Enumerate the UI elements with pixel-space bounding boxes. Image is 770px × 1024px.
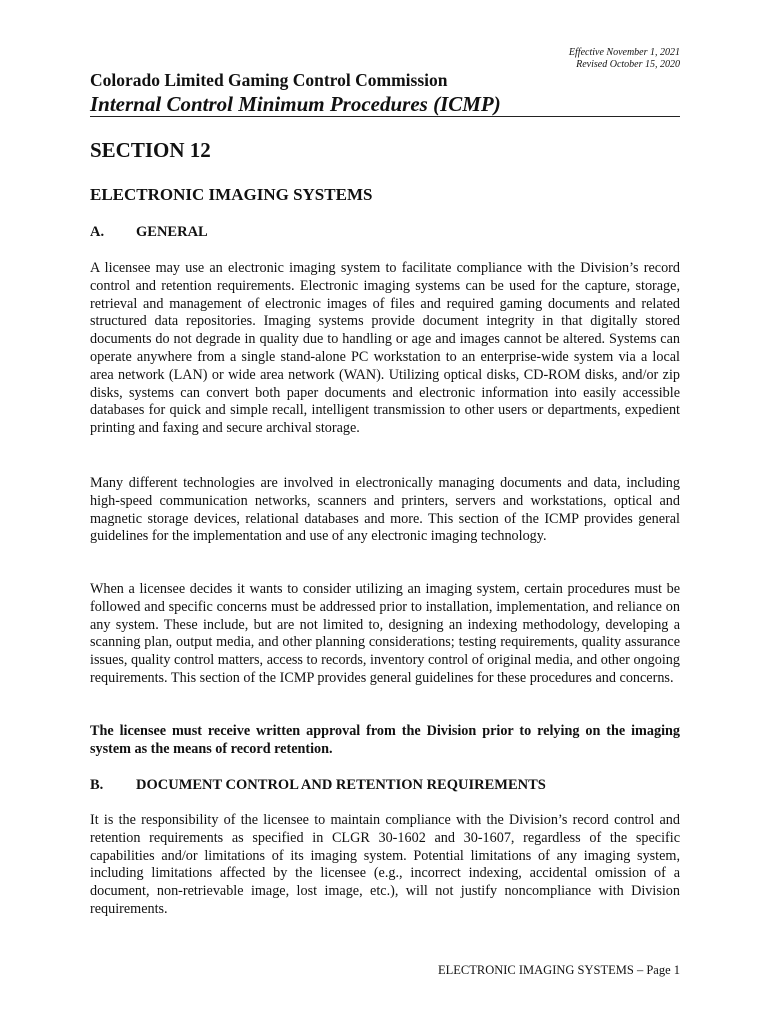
organization-name: Colorado Limited Gaming Control Commission: [90, 70, 448, 90]
heading-document-control: [90, 776, 546, 794]
heading-letter: A.: [90, 224, 105, 240]
heading-text: GENERAL: [136, 224, 208, 240]
paragraph: Many different technologies are involved in electronically managing documents and data, including high-speed communication networks, scanners and printers, servers and workstations, optical and magnetic storage devices, relational databases and more. This section of the ICMP provides general guidelines for the implementation and use of any electronic imaging technology.: [90, 475, 680, 545]
paragraph: It is the responsibility of the licensee to maintain compliance with the Division’s record control and retention requirements as specified in CLGR 30-1602 and 30-1607, regardless of the specific capabilities and/or limitations of its imaging system. Potential limitations of any imaging system, including limitations affected by the licensee (e.g., incorrect indexing, accidental omission of a document, non-retrievable image, lost image, etc.), will not justify noncompliance with Division requirements.: [90, 812, 680, 917]
heading-letter: B.: [90, 777, 104, 793]
document-title: Internal Control Minimum Procedures (ICMP): [90, 92, 501, 116]
section-number: SECTION 12: [90, 138, 211, 162]
section-title: ELECTRONIC IMAGING SYSTEMS: [90, 185, 373, 204]
paragraph: A licensee may use an electronic imaging system to facilitate compliance with the Division’s record control and retention requirements. Electronic imaging systems can be used for the capture, storage, retrieval and management of electronic images of files and required gaming documents and related structured data repositories. Imaging systems provide document integrity in that digitally stored documents do not degrade in quality due to handling or age and images cannot be altered. Systems can operate anywhere from a single stand-alone PC workstation to an enterprise-wide system via a local area network (LAN) or wide area network (WAN). Utilizing optical disks, CD-ROM disks, and/or zip disks, systems can convert both paper documents and electronic information into easily accessible databases for quick and simple recall, intelligent transmission to other users or departments, expedient printing and faxing and secure archival storage.: [90, 260, 680, 437]
revised-date: Revised October 15, 2020: [576, 59, 680, 70]
heading-text: DOCUMENT CONTROL AND RETENTION REQUIREMENTS: [136, 777, 546, 793]
page-footer: ELECTRONIC IMAGING SYSTEMS – Page 1: [437, 963, 680, 977]
header-divider: [90, 116, 680, 117]
effective-date: Effective November 1, 2021: [568, 47, 680, 58]
heading-general: [90, 223, 208, 241]
revision-dates: [569, 47, 680, 71]
paragraph: When a licensee decides it wants to consider utilizing an imaging system, certain procedures must be followed and specific concerns must be addressed prior to installation, implementation, and reliance on any system. These include, but are not limited to, designing an indexing methodology, developing a scanning plan, output media, and other planning considerations; testing requirements, quality assurance issues, quality control matters, access to records, inventory control of original media, and other ongoing requirements. This section of the ICMP provides general guidelines for these procedures and concerns.: [90, 581, 680, 686]
paragraph-bold-notice: The licensee must receive written approval from the Division prior to relying on the imaging system as the means of record retention.: [90, 723, 680, 757]
